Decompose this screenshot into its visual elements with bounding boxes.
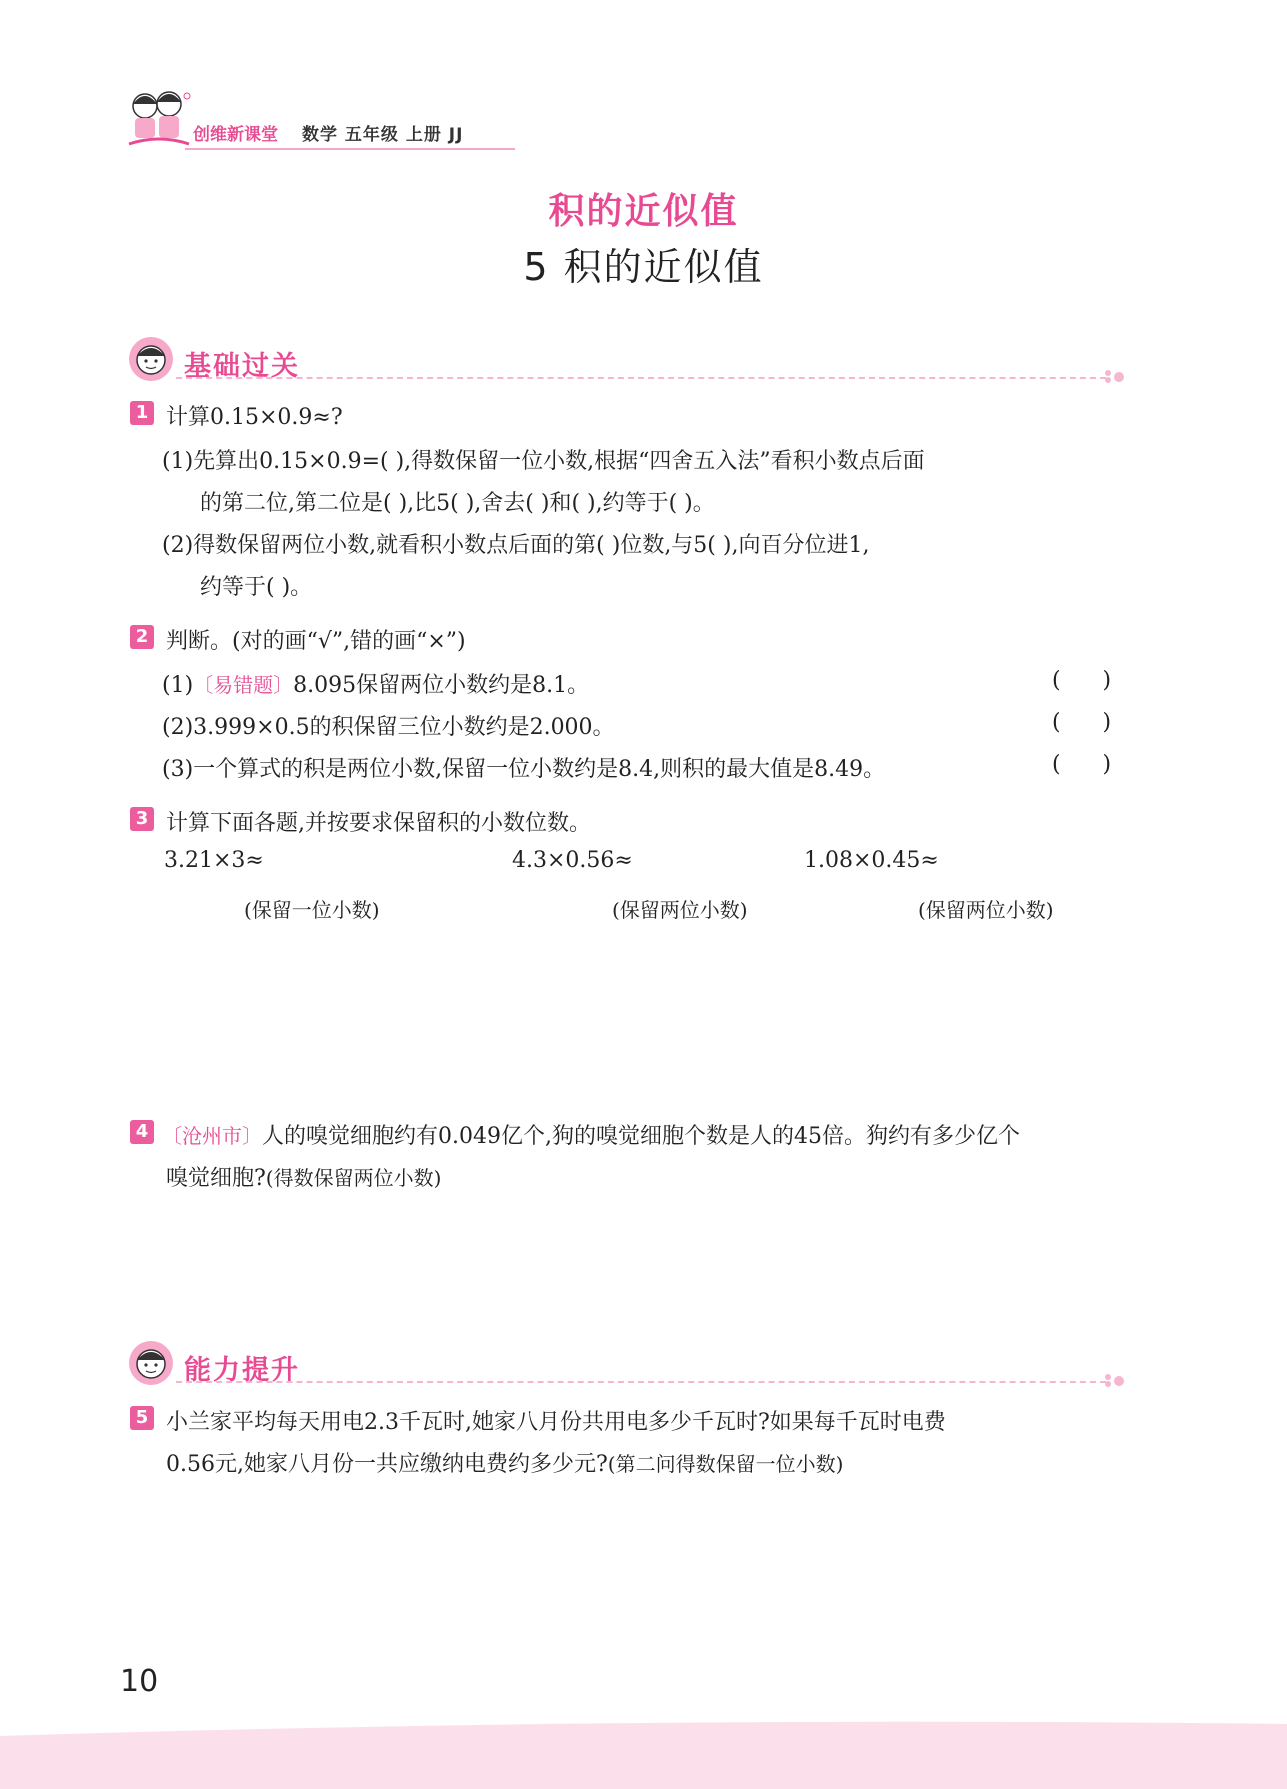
- section-mascot-icon: [128, 336, 174, 382]
- book-meta: 数学 五年级 上册 JJ: [302, 125, 464, 145]
- q4-line-2: [166, 1161, 441, 1192]
- q1-part1-line1: (1)先算出0.15×0.9=( ),得数保留一位小数,根据“四舍五入法”看积小数点后面: [162, 449, 925, 474]
- header-rule: [185, 148, 515, 150]
- q3-expr-2: 4.3×0.56≈: [512, 848, 633, 873]
- q2-item-text: 3.999×0.5的积保留三位小数约是2.000。: [193, 715, 615, 740]
- unit-title: 积的近似值: [548, 191, 739, 232]
- q5-line-2-text: 0.56元,她家八月份一共应缴纳电费约多少元?: [166, 1452, 608, 1477]
- section-basic-header: [128, 336, 1128, 386]
- section-title: 能力提升: [184, 1355, 300, 1386]
- q1-part1-line2: 的第二位,第二位是( ),比5( ),舍去( )和( ),约等于( )。: [200, 491, 715, 516]
- q4-line-1: [162, 1119, 1020, 1150]
- decor-dots-icon: [1102, 1372, 1128, 1388]
- q4-note: (得数保留两位小数): [265, 1166, 442, 1190]
- q2-item-prefix: (3): [162, 757, 194, 782]
- q2-item-prefix: (1): [162, 673, 194, 698]
- section-mascot-icon: [128, 1340, 174, 1386]
- q3-expr-3: 1.08×0.45≈: [804, 848, 939, 873]
- q2-stem: 判断。(对的画“√”,错的画“×”): [166, 629, 466, 654]
- brand-name: 创维新课堂: [193, 125, 278, 145]
- q2-item-3: [162, 752, 885, 783]
- question-number-1: 1: [130, 401, 154, 425]
- q5-line-1: 小兰家平均每天用电2.3千瓦时,她家八月份共用电多少千瓦时?如果每千瓦时电费: [166, 1410, 946, 1435]
- q3-stem: 计算下面各题,并按要求保留积的小数位数。: [166, 811, 591, 836]
- section-advanced-header: [128, 1340, 1128, 1390]
- page-number: 10: [120, 1664, 159, 1699]
- q2-item-2: [162, 710, 615, 741]
- q2-item-prefix: (2): [162, 715, 194, 740]
- region-tag: 〔沧州市〕: [162, 1124, 262, 1148]
- question-number-4: 4: [130, 1120, 154, 1144]
- question-number-5: 5: [130, 1406, 154, 1430]
- q1-part2-line1: (2)得数保留两位小数,就看积小数点后面的第( )位数,与5( ),向百分位进1,: [162, 533, 870, 558]
- page-header: [125, 88, 505, 152]
- q2-answer-3[interactable]: ( ): [1052, 752, 1112, 777]
- lesson-title: 5 积的近似值: [523, 245, 764, 289]
- error-prone-tag: 〔易错题〕: [193, 673, 294, 697]
- q1-part2-line2: 约等于( )。: [200, 575, 313, 600]
- q2-item-text: 一个算式的积是两位小数,保留一位小数约是8.4,则积的最大值是8.49。: [193, 757, 886, 782]
- q2-item-1: [162, 668, 589, 699]
- q4-line-2-text: 嗅觉细胞?: [166, 1166, 266, 1191]
- footer-wave-band: [0, 1716, 1287, 1789]
- q3-expr-1: 3.21×3≈: [164, 848, 264, 873]
- q5-line-2: [166, 1447, 843, 1478]
- section-divider: [176, 1381, 1106, 1383]
- q3-note-2: (保留两位小数): [612, 898, 748, 922]
- q2-answer-1[interactable]: ( ): [1052, 668, 1112, 693]
- mascot-kids-icon: [125, 88, 195, 152]
- q4-line-1-text: 人的嗅觉细胞约有0.049亿个,狗的嗅觉细胞个数是人的45倍。狗约有多少亿个: [262, 1124, 1020, 1149]
- q2-answer-2[interactable]: ( ): [1052, 710, 1112, 735]
- question-number-2: 2: [130, 625, 154, 649]
- decor-dots-icon: [1102, 368, 1128, 384]
- q3-note-3: (保留两位小数): [918, 898, 1054, 922]
- q3-note-1: (保留一位小数): [244, 898, 380, 922]
- q2-item-text: 8.095保留两位小数约是8.1。: [293, 673, 590, 698]
- q1-stem: 计算0.15×0.9≈?: [166, 405, 343, 430]
- section-divider: [176, 377, 1106, 379]
- question-number-3: 3: [130, 807, 154, 831]
- q5-note: (第二问得数保留一位小数): [607, 1452, 844, 1476]
- section-title: 基础过关: [184, 351, 300, 382]
